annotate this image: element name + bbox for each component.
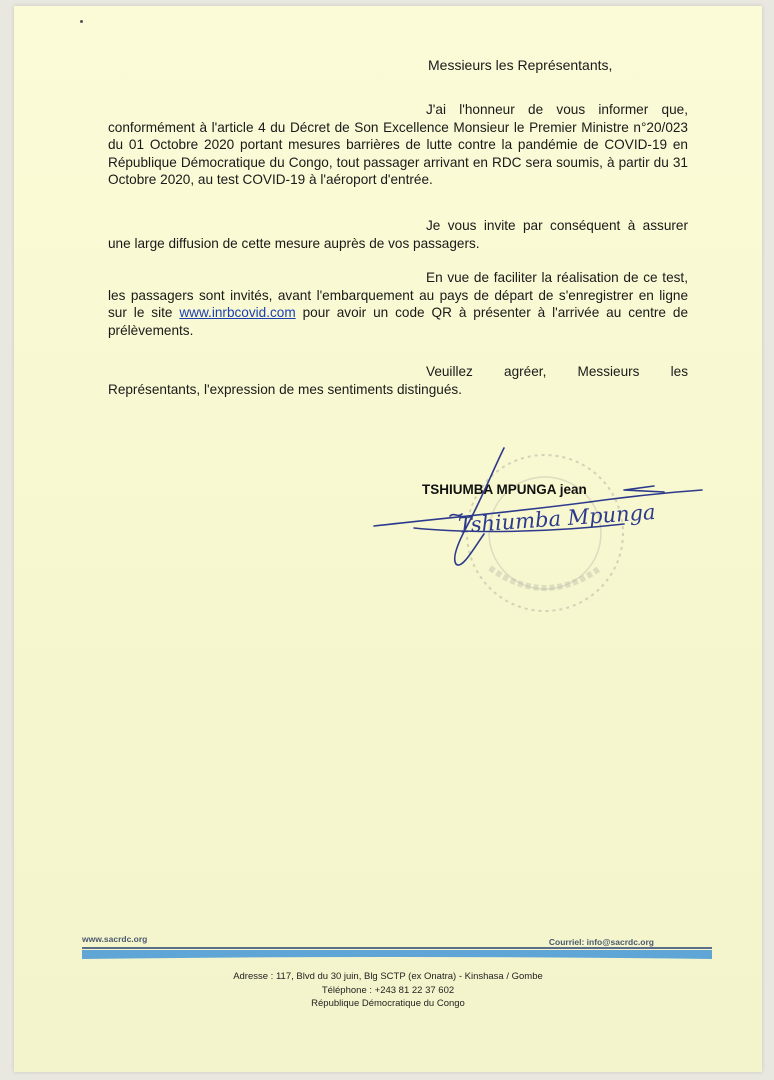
handwritten-signature: [354, 438, 714, 588]
paragraph-closing: Veuillez agréer, Messieurs les Représentants, l'expression de mes sentiments distingués.: [108, 364, 688, 397]
footer-address-block: [14, 970, 762, 1011]
footer-divider-bar: [82, 947, 712, 961]
registration-link[interactable]: www.inrbcovid.com: [179, 305, 296, 320]
signature-script: Tshiumba Mpunga: [457, 499, 657, 538]
paper-speck: [80, 20, 83, 23]
footer-country: République Démocratique du Congo: [311, 998, 465, 1009]
registration-text-after: pour avoir un code QR à présenter à l'arrivée au centre de prélèvements.: [108, 305, 689, 338]
paragraph-notice: J'ai l'honneur de vous informer que, conformément à l'article 4 du Décret de Son Excellence Monsieur le Premier Ministre n°20/023 du 01 Octobre 2020 portant mesures barrières de lutte contre la pandémie de COVID-19 en République Démocratique du Congo, tout passager arrivant en RDC sera soumis, à partir du 31 Octobre 2020, au test COVID-19 à l'aéroport d'entrée.: [108, 102, 688, 187]
footer-address: Adresse : 117, Blvd du 30 juin, Blg SCTP (ex Onatra) - Kinshasa / Gombe: [233, 971, 543, 982]
footer-email[interactable]: Courriel: info@sacrdc.org: [548, 937, 654, 947]
footer-website[interactable]: www.sacrdc.org: [82, 934, 148, 944]
letter-page: [14, 6, 762, 1072]
registration-text-before: En vue de faciliter la réalisation de ce test, les passagers sont invités, avant l'embarquement au pays de départ de s'enregistrer en ligne sur le site: [108, 270, 688, 320]
paragraph-registration: [108, 269, 688, 339]
footer-phone: Téléphone : +243 81 22 37 602: [321, 984, 455, 996]
paragraph-diffusion: Je vous invite par conséquent à assurer une large diffusion de cette mesure auprès de vos passagers.: [108, 218, 688, 251]
salutation: Messieurs les Représentants,: [428, 57, 613, 73]
signer-name: TSHIUMBA MPUNGA jean: [422, 482, 587, 497]
